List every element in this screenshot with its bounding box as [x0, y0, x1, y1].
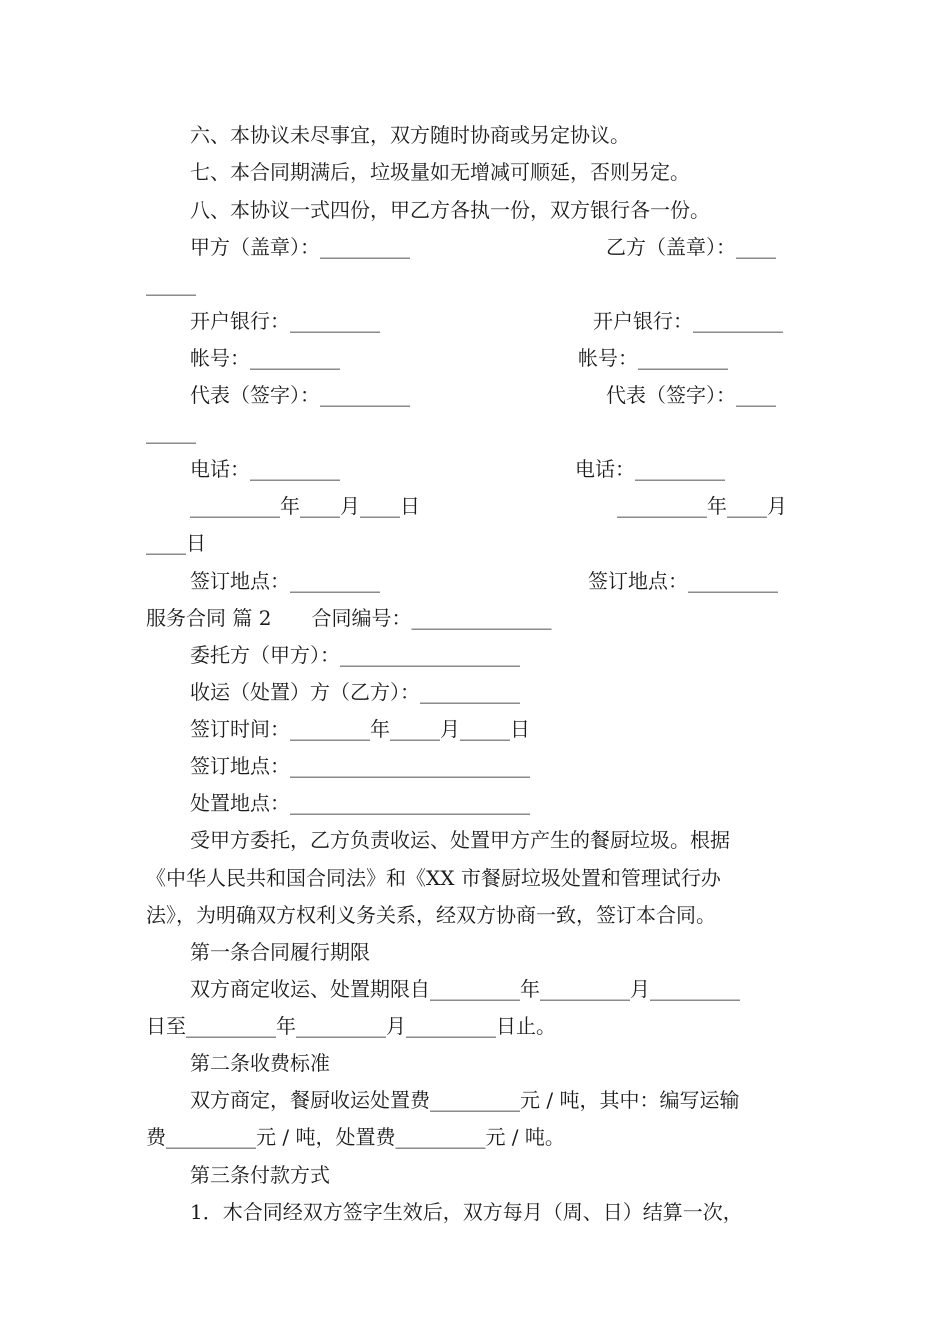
- party-b-representative-continued: _____: [146, 420, 196, 444]
- preamble-line-2: 《中华人民共和国合同法》和《XX 市餐厨垃圾处置和管理试行办: [146, 866, 721, 890]
- article-2-line-1: 双方商定，餐厨收运处置费_________元 / 吨，其中：编写运输: [190, 1088, 740, 1112]
- article-1-title: 第一条合同履行期限: [190, 940, 370, 964]
- article-2-title: 第二条收费标准: [190, 1051, 330, 1075]
- contract-heading: 服务合同 篇 2 合同编号：______________: [146, 606, 552, 630]
- preamble-line-1: 受甲方委托，乙方负责收运、处置甲方产生的餐厨垃圾。根据: [190, 828, 730, 852]
- party-a-phone: 电话：_________: [190, 457, 340, 481]
- disposal-place-field: 处置地点：________________________: [190, 791, 530, 815]
- article-3-line-1: 1．木合同经双方签字生效后，双方每月（周、日）结算一次，: [190, 1200, 743, 1224]
- sign-place-field: 签订地点：________________________: [190, 754, 530, 778]
- party-b-date-continued: ____日: [146, 531, 206, 555]
- article-2-line-2: 费_________元 / 吨，处置费_________元 / 吨。: [146, 1125, 565, 1149]
- party-b-bank: 开户银行：_________: [593, 309, 783, 333]
- party-b-sign-place: 签订地点：_________: [588, 569, 778, 593]
- party-b-date: _________年____月: [617, 494, 787, 518]
- party-a-date: _________年____月____日: [190, 494, 420, 518]
- party-b-seal: 乙方（盖章）：____: [606, 235, 776, 259]
- party-a-sign-place: 签订地点：_________: [190, 569, 380, 593]
- party-b-representative: 代表（签字）：____: [606, 383, 776, 407]
- party-b-account: 帐号：_________: [578, 346, 728, 370]
- text-line-clause-8: 八、本协议一式四份，甲乙方各执一份，双方银行各一份。: [190, 198, 710, 222]
- preamble-line-3: 法》，为明确双方权利义务关系，经双方协商一致，签订本合同。: [146, 903, 716, 927]
- party-a-account: 帐号：_________: [190, 346, 340, 370]
- text-line-clause-6: 六、本协议未尽事宜，双方随时协商或另定协议。: [190, 123, 630, 147]
- article-3-title: 第三条付款方式: [190, 1163, 330, 1187]
- party-b-seal-continued: _____: [146, 272, 196, 296]
- article-1-line-1: 双方商定收运、处置期限自_________年_________月_________: [190, 977, 740, 1001]
- text-line-clause-7: 七、本合同期满后，垃圾量如无增减可顺延，否则另定。: [190, 160, 690, 184]
- contractor-field: 收运（处置）方（乙方）：__________: [190, 680, 520, 704]
- party-a-representative: 代表（签字）：_________: [190, 383, 410, 407]
- party-a-seal: 甲方（盖章）：_________: [190, 235, 410, 259]
- sign-time-field: 签订时间：________年_____月_____日: [190, 717, 530, 741]
- party-b-phone: 电话：_________: [575, 457, 725, 481]
- party-a-bank: 开户银行：_________: [190, 309, 380, 333]
- article-1-line-2: 日至_________年_________月_________日止。: [146, 1014, 556, 1038]
- client-field: 委托方（甲方）：__________________: [190, 643, 520, 667]
